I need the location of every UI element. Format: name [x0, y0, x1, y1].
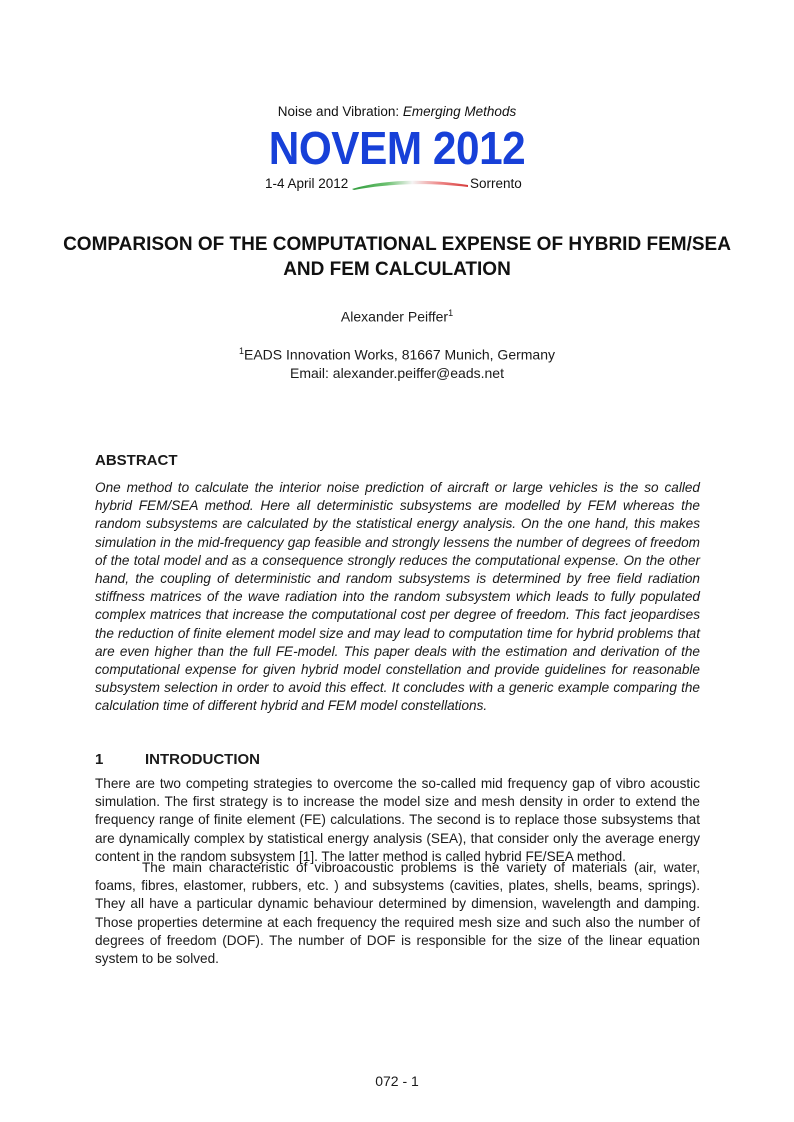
author-email: Email: alexander.peiffer@eads.net: [290, 364, 504, 381]
conference-subtitle-italic: Emerging Methods: [402, 104, 517, 119]
page-number: 072 - 1: [375, 1073, 419, 1089]
conference-logo-text: NOVEM 2012: [268, 122, 526, 174]
abstract-text: One method to calculate the interior noise prediction of aircraft or large vehicles is the so called hybrid FEM/SEA method. Here all deterministic subsystems are modelled by FEM whereas the random subsystems are calculated by the statistical energy analysis. On the one hand, this makes simulation in the mid-frequency gap feasible and strongly lessens the number of degrees of freedom of the total model and as a consequence strongly reduces the computational expense. On the other hand, the coupling of deterministic and random subsystems is determined by free field radiation stiffness matrices of the wave radiation into the random subsystem which leads to fully populated complex matrices that increase the computational cost per degree of freedom. This fact jeopardises the reduction of finite element model size and may lead to computation time for hybrid problems that are even higher than the full FE-model. This paper deals with the estimation and derivation of the computational expense for given hybrid model constellation and provide guidelines for reasonable subsystem selection in order to avoid this effect. It concludes with a generic example comparing the calculation time of different hybrid and FEM model constellations.: [95, 480, 700, 714]
affiliation-superscript: 1: [238, 346, 244, 356]
paper-title: COMPARISON OF THE COMPUTATIONAL EXPENSE OF HYBRID FEM/SEA AND FEM CALCULATION: [63, 234, 731, 280]
affiliation-line: [0, 342, 794, 364]
conference-place: Sorrento: [470, 176, 522, 191]
author-superscript: 1: [448, 308, 454, 318]
introduction-heading: INTRODUCTION: [145, 751, 260, 768]
section-number: 1: [95, 751, 104, 768]
author-name: Alexander Peiffer: [340, 308, 449, 325]
conference-subtitle-plain: Noise and Vibration:: [277, 104, 403, 119]
author-line: [0, 308, 794, 325]
abstract-heading: ABSTRACT: [95, 452, 178, 469]
affiliation-text: EADS Innovation Works, 81667 Munich, Germany: [244, 346, 556, 363]
introduction-paragraph-2: The main characteristic of vibroacoustic problems is the variety of materials (air, water, foams, fibres, elastomer, rubbers, etc. ) and subsystems (cavities, plates, shells, beams, springs). They all have a particular dynamic behaviour determined by dimension, wavelength and damping. Those properties determine at each frequency the required mesh size and such also the number of degrees of freedom (DOF). The number of DOF is responsible for the size of the linear equation system to be solved.: [95, 860, 700, 967]
conference-dates: 1-4 April 2012: [265, 176, 349, 191]
conference-subtitle: [0, 104, 794, 119]
italian-flag-swoosh-icon: [352, 176, 468, 190]
affiliation-block: [0, 342, 794, 382]
introduction-paragraph-1: There are two competing strategies to overcome the so-called mid frequency gap of vibro acoustic simulation. The first strategy is to increase the model size and mesh density in order to extend the frequency range of finite element (FE) calculations. The second is to replace those subsystems that are dynamically complex by statistical energy analysis (SEA), that consider only the average energy content in the random subsystem [1]. The latter method is called hybrid FE/SEA method.: [95, 776, 700, 864]
